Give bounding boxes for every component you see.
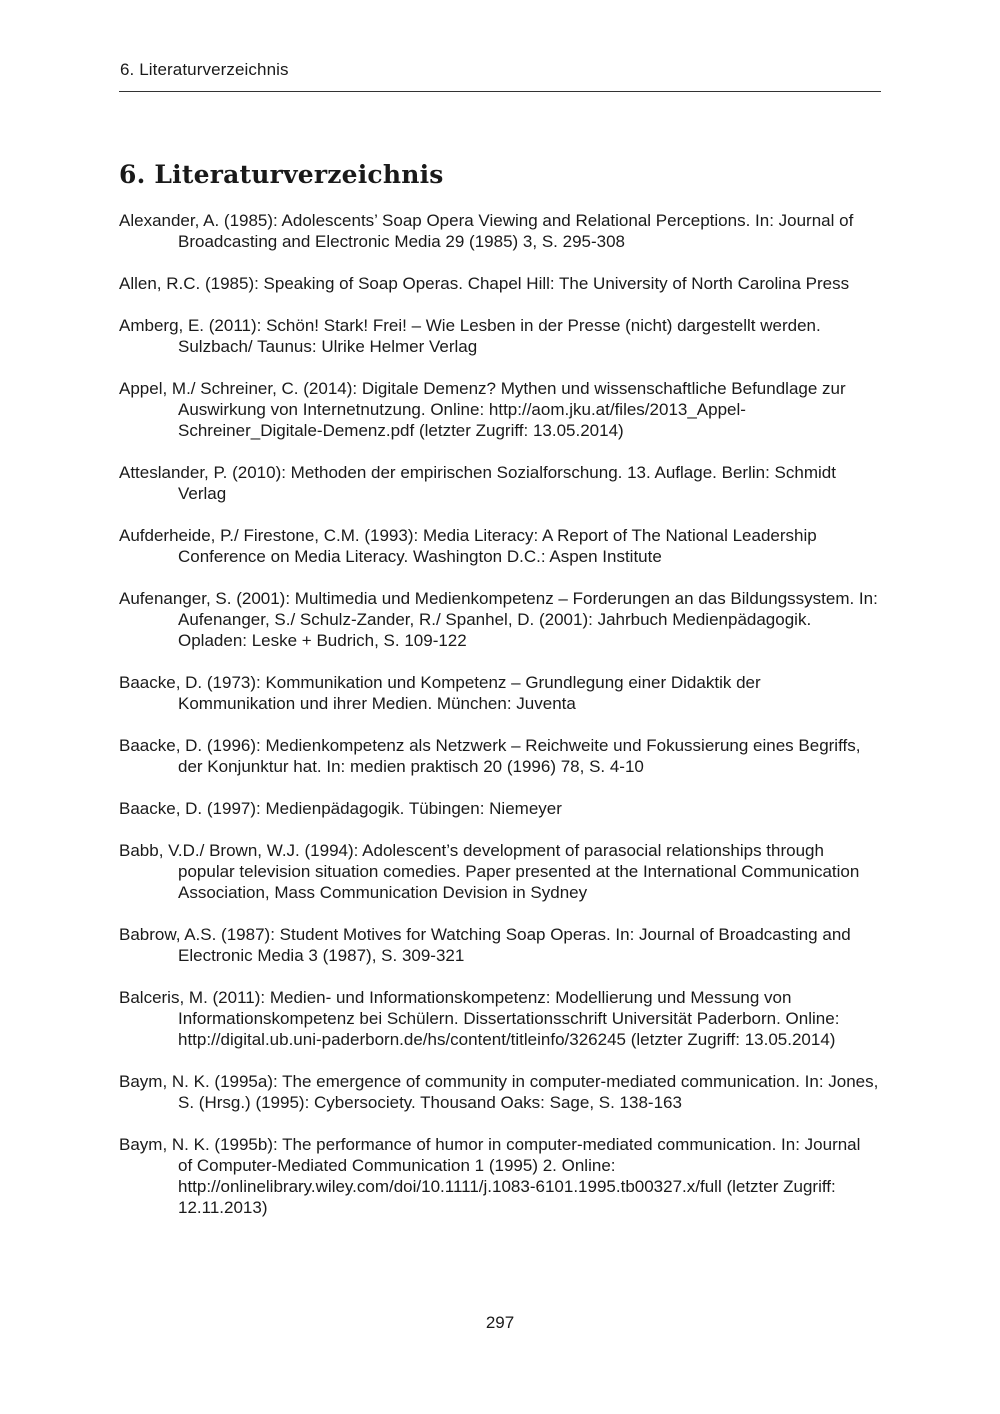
reference-entry: Balceris, M. (2011): Medien- und Informationskompetenz: Modellierung und Messung von Informationskompetenz bei Schülern. Dissertationsschrift Universität Paderborn. Online: http://digital.ub.uni-paderborn.de/hs/content/titleinfo/326245 (letzter Zugriff: 13.05.2014) [119,988,840,1049]
reference-entry: Appel, M./ Schreiner, C. (2014): Digitale Demenz? Mythen und wissenschaftliche Befundlage zur Auswirkung von Internetnutzung. Online: http://aom.jku.at/files/2013_Appel-Schreiner_Digitale-Demenz.pdf (letzter Zugriff: 13.05.2014) [119,379,846,440]
reference-entry: Baacke, D. (1996): Medienkompetenz als Netzwerk – Reichweite und Fokussierung eines Begriffs, der Konjunktur hat. In: medien praktisch 20 (1996) 78, S. 4-10 [119,736,861,776]
reference-entry: Baacke, D. (1973): Kommunikation und Kompetenz – Grundlegung einer Didaktik der Kommunikation und ihrer Medien. München: Juventa [119,673,761,713]
reference-entry: Babb, V.D./ Brown, W.J. (1994): Adolescent’s development of parasocial relationships through popular television situation comedies. Paper presented at the International Communication Association, Mass Communication Devision in Sydney [119,841,860,902]
reference-list [119,210,879,1239]
reference-entry: Aufderheide, P./ Firestone, C.M. (1993): Media Literacy: A Report of The National Leadership Conference on Media Literacy. Washington D.C.: Aspen Institute [119,526,817,566]
reference-entry: Baym, N. K. (1995a): The emergence of community in computer-mediated communication. In: Jones, S. (Hrsg.) (1995): Cybersociety. Thousand Oaks: Sage, S. 138-163 [119,1072,879,1112]
running-header: 6. Literaturverzeichnis [120,60,289,79]
reference-entry: Alexander, A. (1985): Adolescents’ Soap Opera Viewing and Relational Perceptions. In: Journal of Broadcasting and Electronic Media 29 (1985) 3, S. 295-308 [119,211,854,251]
page-number: 297 [485,1313,515,1332]
header-divider [119,91,881,92]
chapter-title: 6. Literaturverzeichnis [119,160,444,189]
reference-entry: Babrow, A.S. (1987): Student Motives for Watching Soap Operas. In: Journal of Broadcasting and Electronic Media 3 (1987), S. 309-321 [119,925,851,965]
reference-entry: Allen, R.C. (1985): Speaking of Soap Operas. Chapel Hill: The University of North Carolina Press [119,274,850,293]
reference-entry: Baym, N. K. (1995b): The performance of humor in computer-mediated communication. In: Journal of Computer-Mediated Communication 1 (1995) 2. Online: http://onlinelibrary.wiley.com/doi/10.1111/j.1083-6101.1995.tb00327.x/full (letzter Zugriff: 12.11.2013) [119,1135,861,1217]
reference-entry: Amberg, E. (2011): Schön! Stark! Frei! – Wie Lesben in der Presse (nicht) dargestellt werden. Sulzbach/ Taunus: Ulrike Helmer Verlag [119,316,821,356]
reference-entry: Baacke, D. (1997): Medienpädagogik. Tübingen: Niemeyer [119,799,562,818]
reference-entry: Atteslander, P. (2010): Methoden der empirischen Sozialforschung. 13. Auflage. Berlin: Schmidt Verlag [119,463,836,503]
reference-entry: Aufenanger, S. (2001): Multimedia und Medienkompetenz – Forderungen an das Bildungssystem. In: Aufenanger, S./ Schulz-Zander, R./ Spanhel, D. (2001): Jahrbuch Medienpädagogik. Opladen: Leske + Budrich, S. 109-122 [119,589,878,650]
